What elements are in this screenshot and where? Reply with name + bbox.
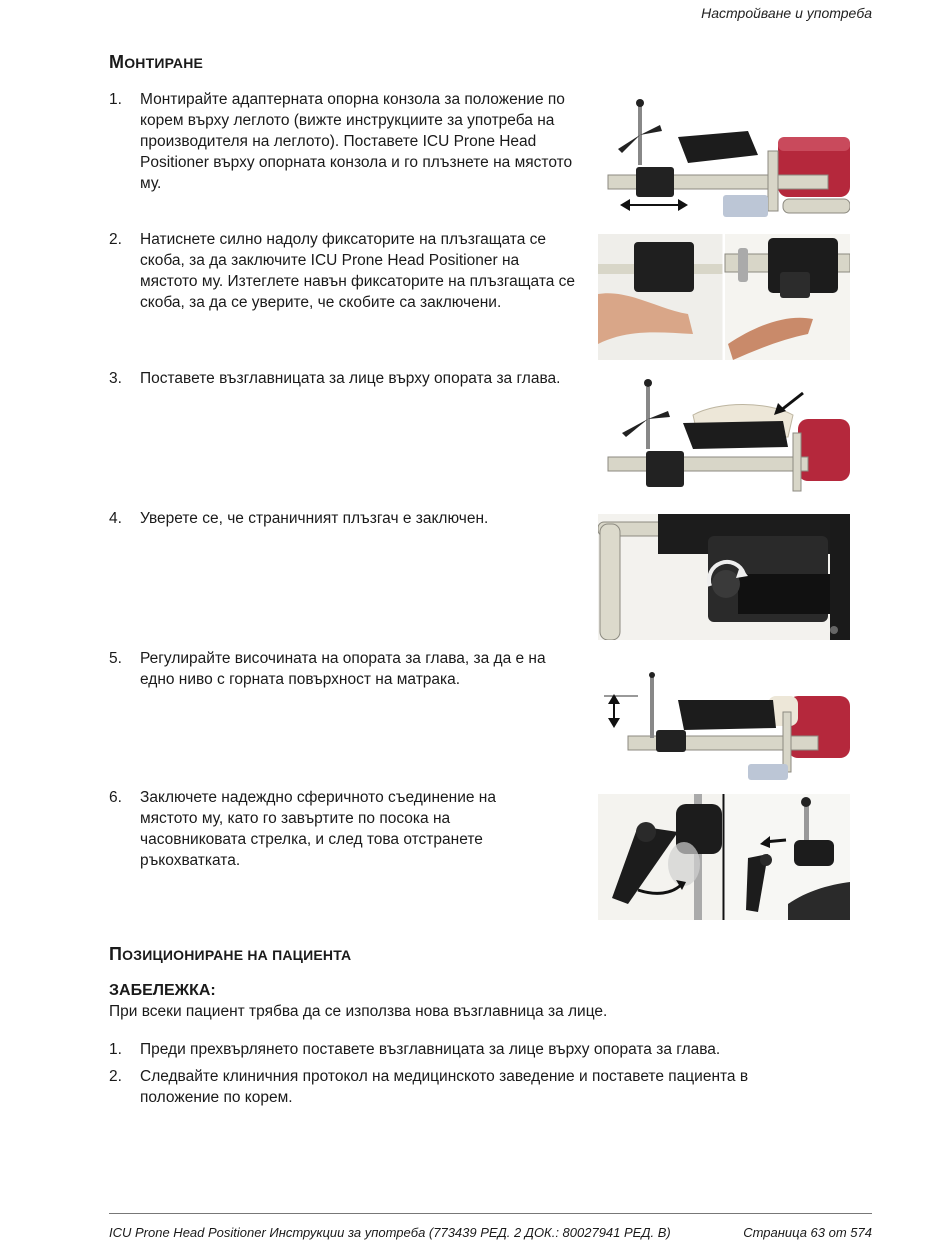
- figure-mount-slide: [598, 95, 850, 221]
- step-number: 3.: [109, 370, 122, 387]
- step-text: Регулирайте височината на опората за глава, за да е на едно ниво с горната повърхност на матрака.: [140, 650, 546, 688]
- positioning-step-1: [109, 1039, 809, 1060]
- figure-height-adjust: [598, 672, 850, 780]
- mounting-step-5: [109, 648, 589, 690]
- mounting-heading: [109, 52, 203, 73]
- step-text: Поставете възглавницата за лице върху опората за глава.: [140, 370, 561, 387]
- mounting-heading-rest: ОНТИРАНЕ: [124, 55, 204, 71]
- step-text: Уверете се, че страничният плъзгач е заключен.: [140, 510, 489, 527]
- positioning-heading: [109, 944, 351, 965]
- mounting-step-3: [109, 368, 589, 389]
- positioning-heading-rest: ОЗИЦИОНИРАНЕ НА ПАЦИЕНТА: [122, 947, 352, 963]
- mounting-step-1: [109, 89, 589, 194]
- step-text: Заключете надеждно сферичното съединение на мястото му, като го завъртите по посока на часовниковата стрелка, и след това отстранете ръкохватката.: [140, 789, 496, 869]
- positioning-step-2: [109, 1066, 809, 1108]
- figure-lock-brackets: [598, 234, 850, 360]
- note-label: ЗАБЕЛЕЖКА:: [109, 982, 216, 999]
- footer-document-title: ICU Prone Head Positioner Инструкции за употреба (773439 РЕД. 2 ДОК.: 80027941 РЕД. B): [109, 1225, 671, 1240]
- step-number: 6.: [109, 789, 122, 806]
- step-number: 2.: [109, 1068, 122, 1085]
- footer-divider: [109, 1213, 872, 1214]
- mounting-step-2: [109, 229, 589, 313]
- figure-side-slider: [598, 514, 850, 640]
- note-text: При всеки пациент трябва да се използва нова възглавница за лице.: [109, 1003, 608, 1020]
- figure-ball-joint-lock: [598, 794, 850, 920]
- step-text: Следвайте клиничния протокол на медицинското заведение и поставете пациента в положение по корем.: [140, 1068, 749, 1106]
- positioning-heading-initial: П: [109, 944, 123, 964]
- mounting-heading-initial: М: [109, 52, 125, 72]
- step-number: 1.: [109, 1041, 122, 1058]
- footer-page-number: Страница 63 от 574: [743, 1225, 872, 1240]
- step-number: 4.: [109, 510, 122, 527]
- step-number: 2.: [109, 231, 122, 248]
- mounting-step-6: [109, 787, 589, 871]
- step-number: 1.: [109, 91, 122, 108]
- figure-face-pillow: [598, 375, 850, 501]
- step-number: 5.: [109, 650, 122, 667]
- running-header: Настройване и употреба: [701, 5, 872, 21]
- step-text: Преди прехвърлянето поставете възглавницата за лице върху опората за глава.: [140, 1041, 721, 1058]
- step-text: Натиснете силно надолу фиксаторите на плъзгащата се скоба, за да заключите ICU Prone Head Positioner на мястото му. Изтеглете навън фиксаторите на плъзгащата се скоба, за да се уверите, че скобите са заключени.: [140, 231, 576, 311]
- mounting-step-4: [109, 508, 589, 529]
- step-text: Монтирайте адаптерната опорна конзола за положение по корем върху леглото (вижте инструкциите за употреба на производителя на леглото). Поставете ICU Prone Head Positioner върху опорната конзола и го плъзнете на мястото му.: [140, 91, 573, 192]
